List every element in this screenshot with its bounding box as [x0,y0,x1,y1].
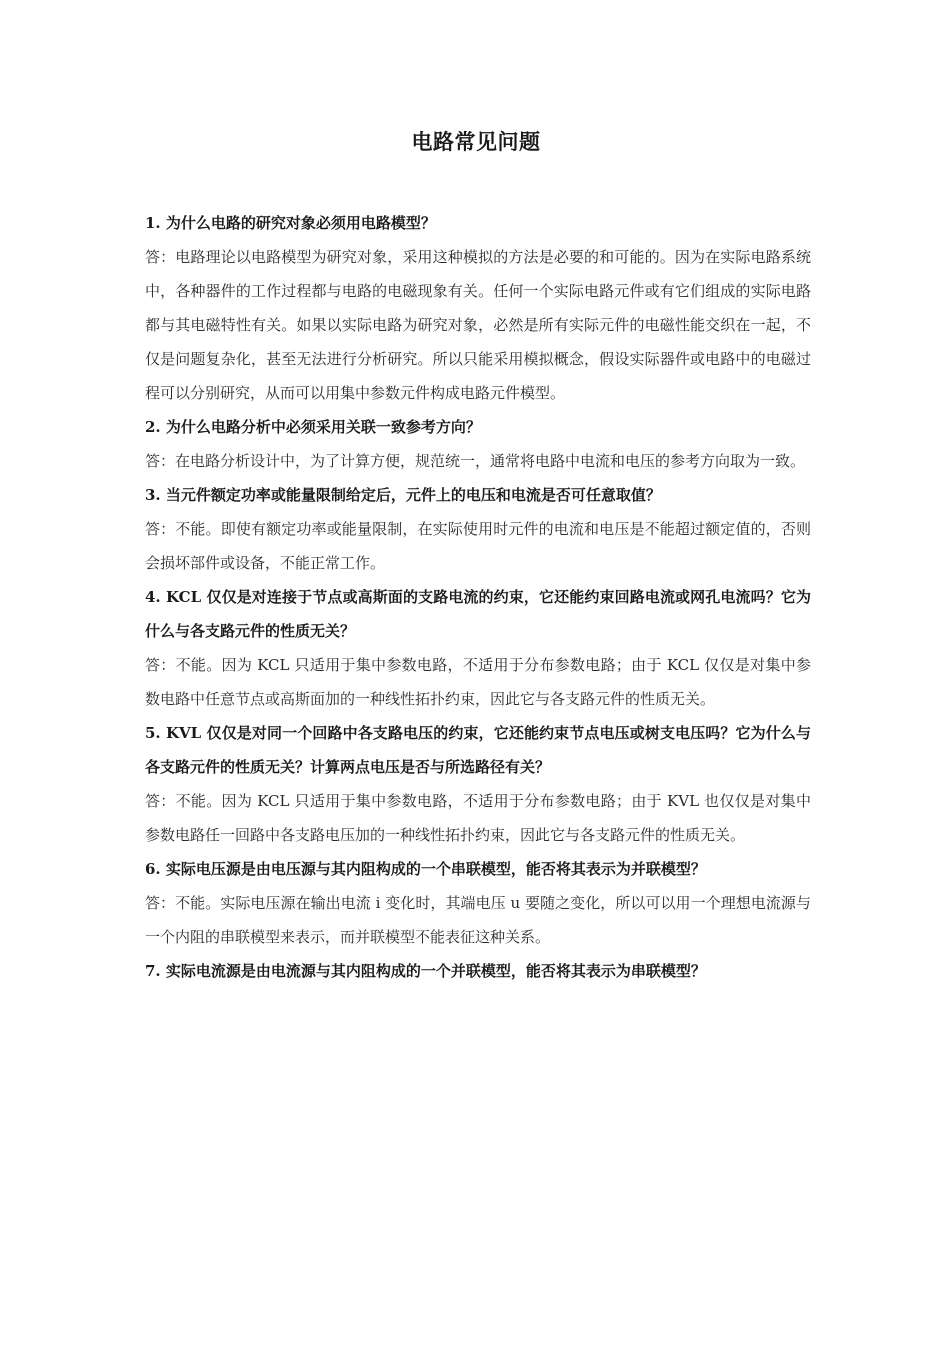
question-6: 6. 实际电压源是由电压源与其内阻构成的一个串联模型，能否将其表示为并联模型？ [145,860,706,878]
answer-5: 答：不能。因为 KCL 只适用于集中参数电路，不适用于分布参数电路；由于 KVL 也仅仅是对集中参数电路任一回路中各支路电压加的一种线性拓扑约束，因此它与各支路元件的性质无关。 [145,792,811,844]
answer-3: 答：不能。即使有额定功率或能量限制，在实际使用时元件的电流和电压是不能超过额定值的，否则会损坏部件或设备，不能正常工作。 [145,520,811,572]
question-5: 5. KVL 仅仅是对同一个回路中各支路电压的约束，它还能约束节点电压或树支电压吗？它为什么与各支路元件的性质无关？计算两点电压是否与所选路径有关？ [145,724,811,776]
question-3: 3. 当元件额定功率或能量限制给定后，元件上的电压和电流是否可任意取值？ [145,486,661,504]
question-4: 4. KCL 仅仅是对连接于节点或高斯面的支路电流的约束，它还能约束回路电流或网孔电流吗？它为什么与各支路元件的性质无关？ [145,588,811,640]
answer-2: 答：在电路分析设计中，为了计算方便，规范统一，通常将电路中电流和电压的参考方向取为一致。 [145,452,806,470]
answer-4: 答：不能。因为 KCL 只适用于集中参数电路，不适用于分布参数电路；由于 KCL 仅仅是对集中参数电路中任意节点或高斯面加的一种线性拓扑约束，因此它与各支路元件的性质无关。 [145,656,811,708]
answer-6: 答：不能。实际电压源在输出电流 i 变化时，其端电压 u 要随之变化，所以可以用一个理想电流源与一个内阻的串联模型来表示，而并联模型不能表征这种关系。 [145,894,811,946]
question-2: 2. 为什么电路分析中必须采用关联一致参考方向？ [145,418,481,436]
question-1: 1. 为什么电路的研究对象必须用电路模型？ [145,214,436,232]
question-7: 7. 实际电流源是由电流源与其内阻构成的一个并联模型，能否将其表示为串联模型？ [145,962,706,980]
qa-list [145,206,811,988]
answer-1: 答：电路理论以电路模型为研究对象，采用这种模拟的方法是必要的和可能的。因为在实际电路系统中，各种器件的工作过程都与电路的电磁现象有关。任何一个实际电路元件或有它们组成的实际电路都与其电磁特性有关。如果以实际电路为研究对象，必然是所有实际元件的电磁性能交织在一起，不仅是问题复杂化，甚至无法进行分析研究。所以只能采用模拟概念，假设实际器件或电路中的电磁过程可以分别研究，从而可以用集中参数元件构成电路元件模型。 [145,248,811,402]
page-title: 电路常见问题 [411,129,541,154]
